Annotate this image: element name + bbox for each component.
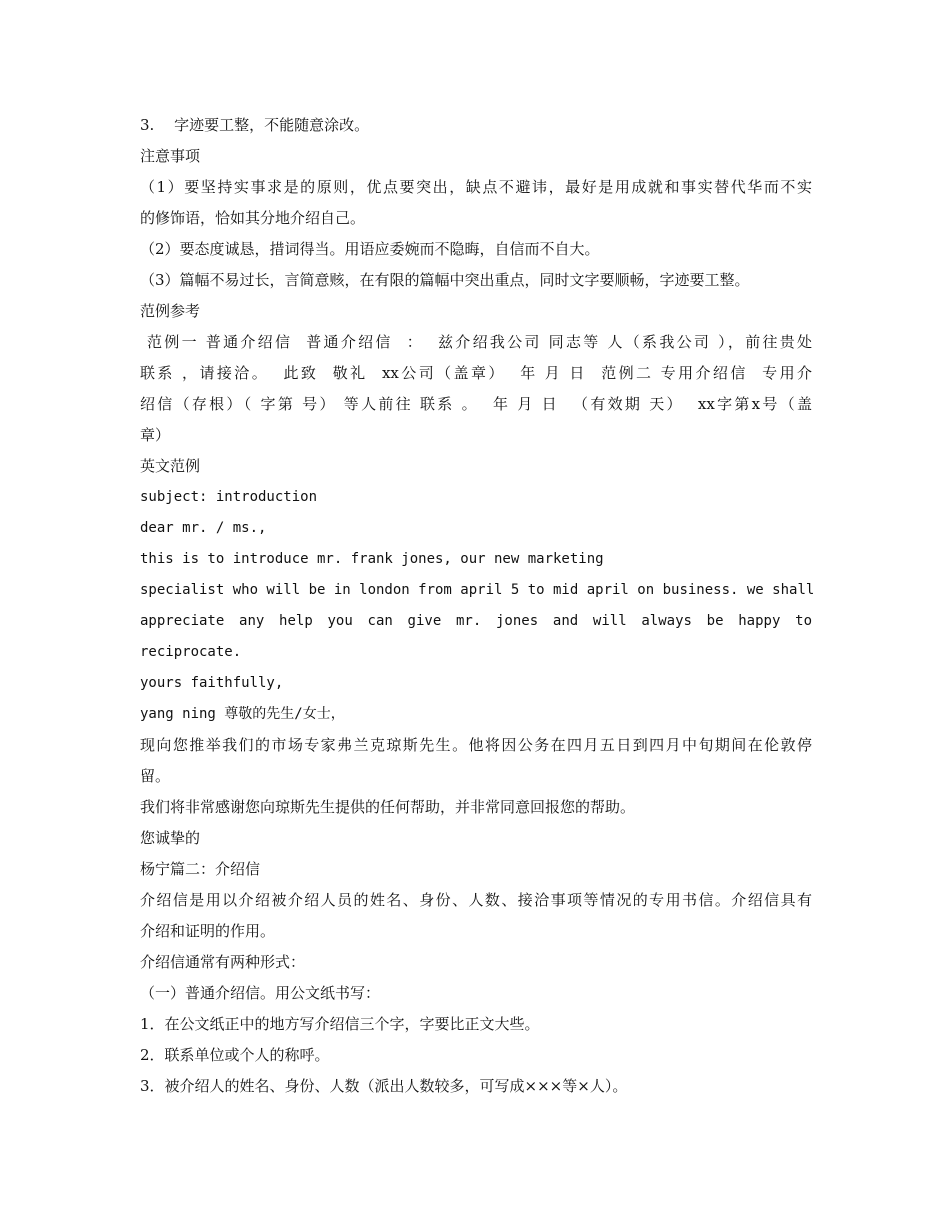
section-heading: 注意事项 [140,147,201,165]
text-line: （2）要态度诚恳，措词得当。用语应委婉而不隐晦，自信而不自大。 [140,240,600,258]
text-line: 的修饰语，恰如其分地介绍自己。 [140,209,366,227]
text-line: （1）要坚持实事求是的原则，优点要突出，缺点不避讳，最好是用成就和事实替代华而不实 [140,178,812,196]
text-line: 2．联系单位或个人的称呼。 [140,1046,330,1064]
text-line: 1．在公文纸正中的地方写介绍信三个字，字要比正文大些。 [140,1015,540,1033]
text-line: specialist who will be in london from april 5 to mid april on business. we shall [140,582,815,598]
text-line: 联系 ，请接洽。 此致 敬礼 xx公司（盖章） 年 月 日 范例二 专用介绍信 专用介 [140,364,812,382]
text-line: subject: introduction [140,489,318,505]
text-line: 介绍和证明的作用。 [140,922,276,940]
text-line: （3）篇幅不易过长，言简意赅，在有限的篇幅中突出重点，同时文字要顺畅，字迹要工整。 [140,271,750,289]
text-line: 3. 字迹要工整，不能随意涂改。 [140,116,370,134]
text-line: 介绍信是用以介绍被介绍人员的姓名、身份、人数、接洽事项等情况的专用书信。介绍信具有 [140,891,812,909]
text-line: 绍信（存根）（ 字第 号） 等人前往 联系 。 年 月 日 （有效期 天） xx字第x号（盖 [140,395,812,413]
text-line: this is to introduce mr. frank jones, our new marketing [140,551,604,567]
text-line: 章） [140,426,171,444]
text-line: 您诚挚的 [140,829,201,847]
text-line: 3．被介绍人的姓名、身份、人数（派出人数较多，可写成×××等×人）。 [140,1077,628,1095]
text-line: （一）普通介绍信。用公文纸书写： [140,984,381,1002]
section-heading: 范例参考 [140,302,201,320]
text-line: 介绍信通常有两种形式： [140,953,306,971]
section-heading: 杨宁篇二：介绍信 [140,860,261,878]
text-line: 范例一 普通介绍信 普通介绍信 ： 兹介绍我公司 同志等 人（系我公司 ），前往贵处 [140,333,812,351]
text-line: yang ning 尊敬的先生/女士， [140,706,345,722]
text-line: 留。 [140,767,171,785]
section-heading: 英文范例 [140,457,201,475]
text-line: 现向您推举我们的市场专家弗兰克琼斯先生。他将因公务在四月五日到四月中旬期间在伦敦停 [140,736,812,754]
text-line: dear mr. / ms., [140,520,267,536]
text-line: 我们将非常感谢您向琼斯先生提供的任何帮助，并非常同意回报您的帮助。 [140,798,636,816]
text-line: yours faithfully, [140,675,284,691]
text-line: appreciate any help you can give mr. jones and will always be happy to [140,613,812,629]
text-line: reciprocate. [140,644,242,660]
